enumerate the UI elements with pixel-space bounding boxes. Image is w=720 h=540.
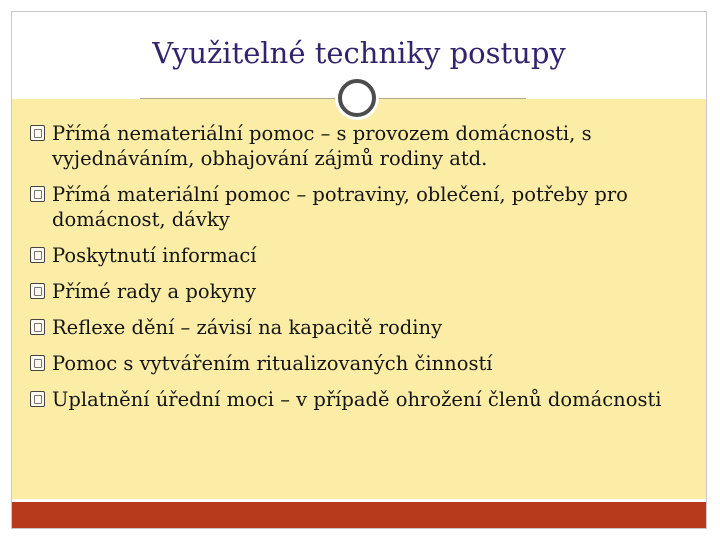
title-divider-line (140, 98, 526, 99)
bullet-list (28, 121, 688, 423)
bullet-text: Reflexe dění – závisí na kapacitě rodiny (52, 316, 443, 339)
list-item (28, 315, 688, 340)
list-item (28, 387, 688, 412)
square-bullet-icon (30, 283, 45, 299)
slide-title: Využitelné techniky postupy (152, 36, 566, 70)
list-item (28, 121, 688, 171)
square-bullet-icon (30, 186, 45, 202)
bullet-text: Pomoc s vytvářením ritualizovaných činností (52, 352, 493, 375)
bullet-text: Přímá materiální pomoc – potraviny, oblečení, potřeby pro domácnost, dávky (52, 183, 628, 231)
square-bullet-icon (30, 319, 45, 335)
list-item (28, 351, 688, 376)
circle-ornament-icon (338, 79, 376, 117)
square-bullet-icon (30, 125, 45, 141)
square-bullet-icon (30, 355, 45, 371)
square-bullet-icon (30, 247, 45, 263)
list-item (28, 279, 688, 304)
bullet-text: Poskytnutí informací (52, 244, 257, 267)
bullet-text: Uplatnění úřední moci – v případě ohrožení členů domácnosti (52, 388, 662, 411)
bullet-text: Přímá nemateriální pomoc – s provozem domácnosti, s vyjednáváním, obhajování zájmů rodiny atd. (52, 122, 592, 170)
list-item (28, 182, 688, 232)
footer-bar (12, 502, 706, 528)
bullet-text: Přímé rady a pokyny (52, 280, 257, 303)
square-bullet-icon (30, 391, 45, 407)
list-item (28, 243, 688, 268)
